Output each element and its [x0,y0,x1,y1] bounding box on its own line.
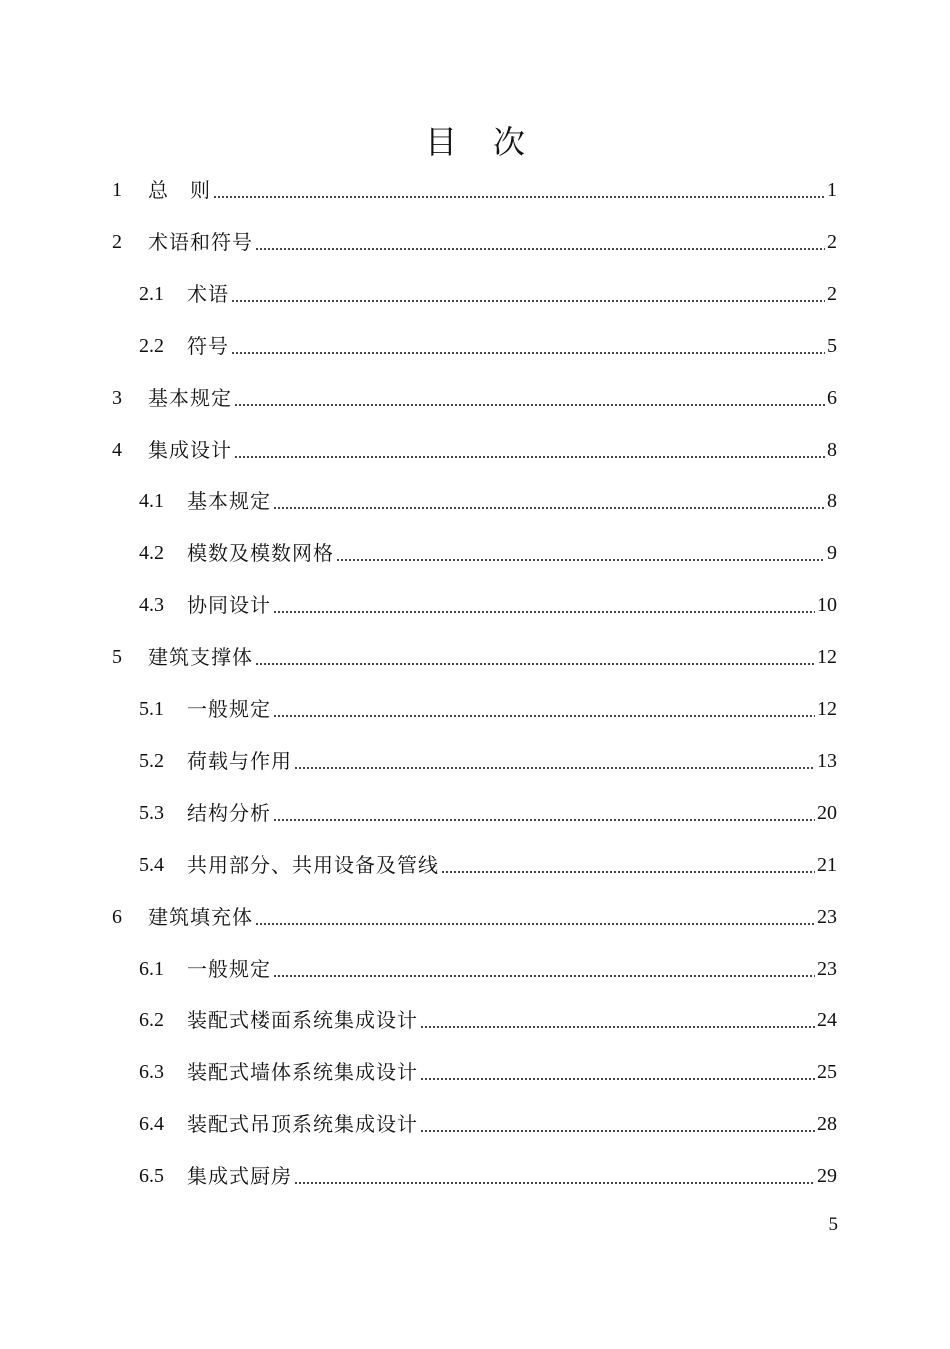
toc-entry-number: 4.2 [139,542,164,565]
toc-dot-leader [234,404,825,406]
toc-dot-leader [213,196,825,198]
toc-dot-leader [294,767,815,769]
toc-entry-number: 2 [112,230,122,253]
toc-dot-leader [420,1026,815,1028]
toc-entry-page: 8 [827,438,837,461]
toc-entry-page: 2 [827,230,837,253]
toc-entry-page: 20 [817,801,837,824]
toc-entry-page: 10 [817,594,837,617]
toc-entry-title: 装配式楼面系统集成设计 [187,1008,418,1033]
toc-entry[interactable] [139,1150,837,1202]
toc-entry-number: 6.5 [139,1165,164,1188]
toc-entry-number: 4.1 [139,490,164,513]
toc-entry-number: 2.1 [139,282,164,305]
toc-entry-number: 5 [112,646,122,669]
toc-entry-title: 集成式厨房 [187,1164,292,1189]
toc-entry-page: 13 [817,749,837,772]
toc-entry-number: 4 [112,438,122,461]
page-number: 5 [828,1214,838,1235]
toc-entry-page: 23 [817,905,837,928]
toc-entry-number: 6.2 [139,1009,164,1032]
toc-entry-number: 6.3 [139,1061,164,1084]
toc-dot-leader [336,559,825,561]
toc-entry[interactable] [139,943,837,995]
toc-entry[interactable] [139,579,837,631]
toc-entry-title: 一般规定 [187,956,271,981]
toc-entry-page: 5 [827,334,837,357]
toc-dot-leader [231,352,825,354]
toc-entry[interactable] [139,683,837,735]
toc-entry-title: 一般规定 [187,697,271,721]
toc-entry-title: 装配式墙体系统集成设计 [187,1060,418,1085]
toc-entry-page: 23 [817,957,837,980]
toc-entry[interactable] [139,787,837,839]
toc-dot-leader [441,871,815,873]
toc-dot-leader [273,507,825,509]
toc-entry-title: 共用部分、共用设备及管线 [187,852,439,877]
toc-entry[interactable] [139,527,837,579]
toc-entry-number: 5.1 [139,698,164,720]
toc-entry-title: 装配式吊顶系统集成设计 [187,1112,418,1137]
toc-entry[interactable] [139,735,837,787]
toc-entry[interactable] [112,216,837,268]
page-title-second-char: 次 [493,123,526,161]
toc-entry-title: 建筑填充体 [148,904,253,929]
toc-entry-title: 模数及模数网格 [187,541,334,566]
toc-entry-title: 基本规定 [148,385,232,410]
page-title-first-char: 目 [424,123,457,161]
toc-entry[interactable] [112,891,837,943]
toc-entry-page: 12 [817,698,837,720]
toc-dot-leader [234,456,825,458]
page-title [0,118,950,166]
toc-entry[interactable] [112,372,837,424]
toc-entry[interactable] [139,1046,837,1098]
toc-entry-number: 6 [112,905,122,928]
toc-entry[interactable] [139,839,837,891]
toc-entry-title: 术语和符号 [148,229,253,254]
toc-entry[interactable] [139,268,837,320]
toc-dot-leader [273,819,815,821]
toc-entry-page: 1 [827,179,837,201]
toc-entry-number: 2.2 [139,334,164,357]
toc-entry-page: 28 [817,1113,837,1136]
toc-dot-leader [255,663,815,665]
toc-entry-number: 5.2 [139,749,164,772]
toc-entry[interactable] [139,1098,837,1150]
toc-entry-title: 术语 [187,281,229,306]
toc-dot-leader [255,923,815,925]
toc-entry-title: 建筑支撑体 [148,645,253,670]
toc-entry-number: 6.1 [139,957,164,980]
toc-entry-title: 荷载与作用 [187,748,292,773]
toc-entry-title: 总 则 [148,178,211,202]
toc-entry[interactable] [139,320,837,372]
toc-dot-leader [420,1078,815,1080]
toc-dot-leader [273,975,815,977]
toc-dot-leader [420,1130,815,1132]
toc-entry-number: 4.3 [139,594,164,617]
toc-dot-leader [273,715,815,717]
toc-entry[interactable] [112,164,837,216]
toc-dot-leader [294,1182,815,1184]
toc-entry-page: 21 [817,853,837,876]
toc-entry-page: 6 [827,386,837,409]
toc-entry-title: 协同设计 [187,593,271,618]
toc-entry[interactable] [139,994,837,1046]
toc-entry-page: 12 [817,646,837,669]
toc-entry[interactable] [139,475,837,527]
toc-dot-leader [255,248,825,250]
toc-entry-page: 2 [827,282,837,305]
toc-entry-number: 5.4 [139,853,164,876]
toc-entry-title: 结构分析 [187,800,271,825]
toc-entry-page: 25 [817,1061,837,1084]
toc-entry-page: 8 [827,490,837,513]
toc-entry[interactable] [112,631,837,683]
toc-entry-title: 基本规定 [187,489,271,514]
toc-entry-number: 6.4 [139,1113,164,1136]
toc-entry-number: 1 [112,179,122,201]
toc-entry[interactable] [112,424,837,476]
toc-entry-page: 24 [817,1009,837,1032]
toc-entry-number: 5.3 [139,801,164,824]
toc-entry-title: 符号 [187,333,229,358]
toc-dot-leader [273,611,815,613]
toc-dot-leader [231,300,825,302]
toc-entry-page: 9 [827,542,837,565]
toc-entry-page: 29 [817,1165,837,1188]
toc-entry-title: 集成设计 [148,437,232,462]
toc-entry-number: 3 [112,386,122,409]
